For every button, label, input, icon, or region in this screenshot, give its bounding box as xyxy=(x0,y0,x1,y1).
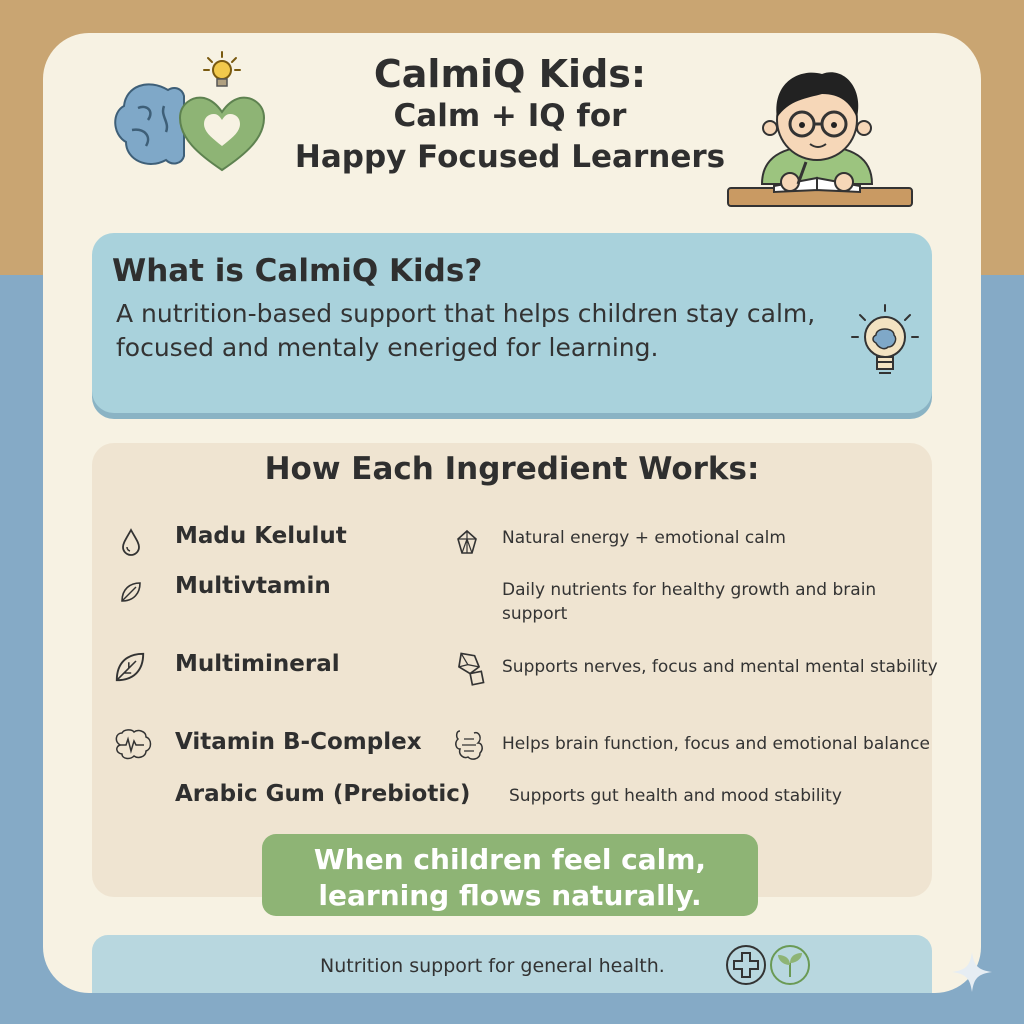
footer-text: Nutrition support for general health. xyxy=(320,955,665,977)
ingredient-description: Helps brain function, focus and emotional balance xyxy=(502,734,930,754)
droplet-icon xyxy=(116,527,146,557)
tagline-banner xyxy=(262,834,758,916)
ingredient-description: Supports nerves, focus and mental mental stability xyxy=(502,657,938,677)
crystal-icon xyxy=(452,527,482,557)
page-subtitle-line1: Calm + IQ for xyxy=(393,98,627,134)
sprout-icon xyxy=(768,943,812,987)
gut-icon xyxy=(452,727,486,763)
medical-cross-icon xyxy=(724,943,768,987)
ingredient-name: Vitamin B-Complex xyxy=(175,729,422,755)
page-title: CalmiQ Kids: xyxy=(373,52,647,96)
tagline-line2: learning flows naturally. xyxy=(318,879,702,912)
footer-bar xyxy=(92,935,932,993)
ingredient-name: Multivtamin xyxy=(175,573,331,599)
leaf-icon xyxy=(116,577,146,607)
ingredient-name: Madu Kelulut xyxy=(175,523,347,549)
lightbulb-icon xyxy=(198,48,246,96)
child-studying-illustration xyxy=(722,46,917,216)
ingredient-name: Arabic Gum (Prebiotic) xyxy=(175,781,471,807)
tagline-text xyxy=(262,842,758,914)
brainwave-icon xyxy=(112,727,152,763)
what-is-description: A nutrition-based support that helps children stay calm, focused and mentaly eneriged for learning. xyxy=(116,299,816,362)
leaf-icon xyxy=(112,649,148,685)
ingredient-name: Multimineral xyxy=(175,651,340,677)
what-is-panel xyxy=(92,233,932,413)
ingredients-heading: How Each Ingredient Works: xyxy=(264,451,760,487)
ingredient-description: Daily nutrients for healthy growth and brain support xyxy=(502,580,877,624)
what-is-heading: What is CalmiQ Kids? xyxy=(112,253,483,289)
sparkle-icon xyxy=(950,950,994,994)
tagline-line1: When children feel calm, xyxy=(313,843,707,876)
mineral-icon xyxy=(452,649,486,687)
page-subtitle-line2: Happy Focused Learners xyxy=(294,139,726,175)
ingredient-description: Supports gut health and mood stability xyxy=(509,786,842,806)
brain-lightbulb-icon xyxy=(850,301,920,385)
ingredients-panel xyxy=(92,443,938,897)
ingredient-description: Natural energy + emotional calm xyxy=(502,528,786,548)
